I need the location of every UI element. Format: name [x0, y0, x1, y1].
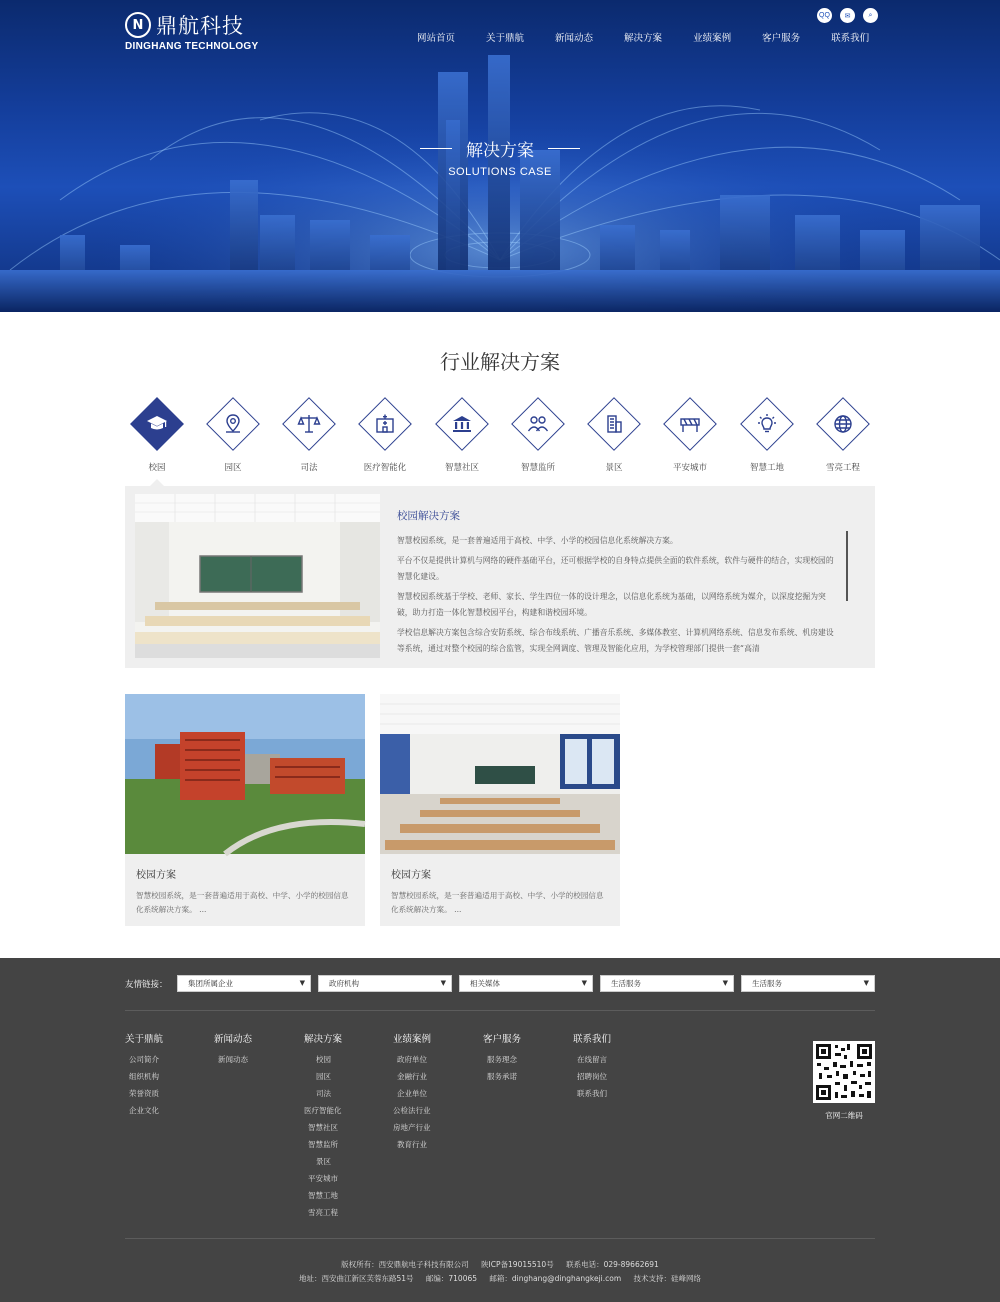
qr-code-image	[813, 1041, 875, 1103]
chevron-down-icon: ▼	[440, 979, 446, 987]
panel-paragraph: 学校信息解决方案包含综合安防系统、综合布线系统、广播音乐系统、多媒体教室、计算机网络系统、信息发布系统、机房建设等系统，通过对整个校园的综合监管，实现全网调度、管理及智能化应用，为学校管理部门提供一套“高清	[397, 628, 834, 653]
category-sharp-eyes[interactable]	[811, 400, 875, 473]
footer-link[interactable]: 公检法行业	[393, 1106, 431, 1115]
links-select-media[interactable]	[459, 975, 593, 992]
footer-link[interactable]: 荣誉资质	[129, 1089, 159, 1098]
barrier-icon	[678, 412, 702, 436]
footer-link[interactable]: 教育行业	[397, 1140, 427, 1149]
category-campus[interactable]	[125, 400, 189, 473]
solution-card[interactable]	[125, 694, 365, 926]
category-label: 司法	[300, 463, 318, 473]
section-title: 行业解决方案	[440, 350, 560, 374]
chevron-down-icon: ▼	[863, 979, 869, 987]
links-select-life-2[interactable]	[741, 975, 875, 992]
postcode: 邮编：710065	[425, 1274, 478, 1283]
panel-paragraph: 智慧校园系统，是一套普遍适用于高校、中学、小学的校园信息化系统解决方案。	[397, 536, 678, 545]
campus-building-image	[125, 694, 365, 854]
category-medical[interactable]	[353, 400, 417, 473]
classroom-desks-image	[380, 694, 620, 854]
phone-number: 联系电话：029-89662691	[566, 1260, 659, 1269]
footer-col-about	[125, 1031, 163, 1119]
hero-title-text: 解决方案	[466, 141, 534, 161]
footer-link[interactable]: 企业单位	[397, 1089, 427, 1098]
links-select-group[interactable]	[177, 975, 311, 992]
footer-link[interactable]: 组织机构	[129, 1072, 159, 1081]
links-select-government[interactable]	[318, 975, 452, 992]
category-justice[interactable]	[277, 400, 341, 473]
links-select-life-1[interactable]	[600, 975, 734, 992]
select-value: 生活服务	[752, 979, 782, 988]
address: 地址：西安曲江新区芙蓉东路51号	[298, 1274, 414, 1283]
friend-links-row	[125, 975, 875, 992]
footer-link[interactable]: 服务承诺	[487, 1072, 517, 1081]
panel-text	[397, 508, 837, 653]
category-label: 校园	[148, 463, 166, 473]
footer-link[interactable]: 政府单位	[397, 1055, 427, 1064]
footer-col-solutions	[304, 1031, 342, 1221]
main-nav	[417, 30, 869, 44]
nav-service[interactable]: 客户服务	[762, 33, 801, 44]
chevron-down-icon: ▼	[722, 979, 728, 987]
company-name: 版权所有：西安鼎航电子科技有限公司	[341, 1260, 469, 1269]
nav-about[interactable]: 关于鼎航	[486, 33, 525, 44]
qq-icon[interactable]: QQ	[817, 8, 832, 23]
category-label: 智慧监所	[520, 463, 555, 473]
footer-link[interactable]: 司法	[316, 1089, 331, 1098]
footer-col-news	[214, 1031, 252, 1068]
footer-link[interactable]: 新闻动态	[218, 1055, 248, 1064]
icp-number[interactable]: 陕ICP备19015510号	[481, 1260, 554, 1269]
footer-col-title[interactable]: 新闻动态	[214, 1034, 253, 1045]
footer-link[interactable]: 雪亮工程	[308, 1208, 338, 1217]
card-description: 智慧校园系统，是一套普遍适用于高校、中学、小学的校园信息化系统解决方案。 ...	[391, 891, 604, 914]
nav-home[interactable]: 网站首页	[417, 33, 456, 44]
classroom-image	[135, 494, 380, 658]
card-description: 智慧校园系统，是一套普遍适用于高校、中学、小学的校园信息化系统解决方案。 ...	[136, 891, 349, 914]
footer-divider	[125, 1238, 875, 1239]
email[interactable]: 邮箱：dinghang@dinghangkeji.com	[489, 1274, 622, 1283]
category-community[interactable]	[430, 400, 494, 473]
footer-link[interactable]: 联系我们	[577, 1089, 607, 1098]
title-line-left	[420, 148, 452, 149]
footer-divider	[125, 1010, 875, 1011]
panel-heading[interactable]: 校园解决方案	[397, 510, 460, 522]
footer-link[interactable]: 平安城市	[308, 1174, 338, 1183]
category-label: 医疗智能化	[363, 463, 407, 473]
footer-link[interactable]: 房地产行业	[393, 1123, 431, 1132]
category-construction[interactable]	[735, 400, 799, 473]
footer-col-title[interactable]: 客户服务	[483, 1034, 522, 1045]
bulb-icon	[755, 412, 779, 436]
top-icons	[817, 8, 878, 23]
category-label: 智慧工地	[749, 463, 784, 473]
hospital-icon	[373, 412, 397, 436]
select-value: 集团所属企业	[188, 979, 233, 988]
title-line-right	[548, 148, 580, 149]
category-scenic[interactable]	[582, 400, 646, 473]
logo[interactable]	[125, 10, 244, 40]
category-tabs	[125, 400, 875, 480]
qr-code-label: 官网二维码	[825, 1111, 863, 1120]
card-title[interactable]: 校园方案	[136, 870, 176, 881]
search-icon[interactable]: ⌕	[863, 8, 878, 23]
tower-icon	[602, 412, 626, 436]
footer-link[interactable]: 园区	[316, 1072, 331, 1081]
nav-news[interactable]: 新闻动态	[555, 33, 594, 44]
footer-link[interactable]: 智慧社区	[308, 1123, 338, 1132]
solution-detail-panel	[125, 486, 875, 668]
card-title[interactable]: 校园方案	[391, 870, 431, 881]
map-pin-icon	[221, 412, 245, 436]
panel-scrollbar[interactable]	[846, 531, 848, 601]
footer-link[interactable]: 景区	[316, 1157, 331, 1166]
hero-title	[420, 136, 580, 161]
footer-link[interactable]: 服务理念	[487, 1055, 517, 1064]
select-value: 生活服务	[611, 979, 641, 988]
footer-link[interactable]: 招聘岗位	[577, 1072, 607, 1081]
nav-contact[interactable]: 联系我们	[831, 33, 870, 44]
copyright-line-2	[0, 1273, 1000, 1284]
hero-banner	[0, 0, 1000, 312]
footer-col-service	[483, 1031, 521, 1085]
solution-card[interactable]	[380, 694, 620, 926]
panel-paragraph: 平台不仅是提供计算机与网络的硬件基础平台，还可根据学校的自身特点提供全面的软件系统，软件与硬件的结合，实现校园的智慧化建设。	[397, 556, 834, 581]
friend-links-label: 友情链接：	[125, 979, 168, 990]
footer-link[interactable]: 公司简介	[129, 1055, 159, 1064]
category-label: 雪亮工程	[825, 463, 860, 473]
footer-col-cases	[393, 1031, 431, 1153]
footer-col-title[interactable]: 解决方案	[304, 1034, 343, 1045]
footer-link[interactable]: 智慧工地	[308, 1191, 338, 1200]
category-label: 景区	[605, 463, 623, 473]
category-safe-city[interactable]	[658, 400, 722, 473]
category-label: 智慧社区	[444, 463, 479, 473]
graduation-cap-icon	[145, 412, 169, 436]
category-park[interactable]	[201, 400, 265, 473]
scales-icon	[297, 412, 321, 436]
copyright-line-1	[0, 1259, 1000, 1270]
footer-col-title[interactable]: 联系我们	[573, 1034, 612, 1045]
footer-link[interactable]: 金融行业	[397, 1072, 427, 1081]
panel-paragraph: 智慧校园系统基于学校、老师、家长、学生四位一体的设计理念，以信息化系统为基础，以网络系统为媒介，以深度挖掘为突破，助力打造一体化智慧校园平台，构建和谐校园环境。	[397, 592, 826, 617]
category-label: 园区	[224, 463, 242, 473]
footer	[0, 958, 1000, 1302]
footer-link[interactable]: 企业文化	[129, 1106, 159, 1115]
category-label: 平安城市	[672, 463, 707, 473]
hero-subtitle: SOLUTIONS CASE	[448, 166, 552, 178]
footer-col-contact	[573, 1031, 611, 1102]
select-value: 政府机构	[329, 979, 359, 988]
nav-cases[interactable]: 业绩案例	[693, 33, 732, 44]
footer-link[interactable]: 在线留言	[577, 1055, 607, 1064]
hero-title-block	[0, 134, 1000, 178]
category-prison[interactable]	[506, 400, 570, 473]
logo-subtext: DINGHANG TECHNOLOGY	[125, 41, 259, 52]
footer-col-title[interactable]: 关于鼎航	[125, 1034, 164, 1045]
people-icon	[526, 412, 550, 436]
footer-link[interactable]: 校园	[316, 1055, 331, 1064]
select-value: 相关媒体	[470, 979, 500, 988]
globe-icon	[831, 412, 855, 436]
footer-link[interactable]: 智慧监所	[308, 1140, 338, 1149]
panel-pointer	[150, 479, 164, 486]
chevron-down-icon: ▼	[581, 979, 587, 987]
tech-support[interactable]: 技术支持：硅峰网络	[633, 1274, 702, 1283]
footer-col-title[interactable]: 业绩案例	[393, 1034, 432, 1045]
footer-link[interactable]: 医疗智能化	[304, 1106, 342, 1115]
building-icon	[450, 412, 474, 436]
chevron-down-icon: ▼	[299, 979, 305, 987]
logo-text: 鼎航科技	[156, 14, 244, 38]
nav-solutions[interactable]: 解决方案	[624, 33, 663, 44]
mail-icon[interactable]: ✉	[840, 8, 855, 23]
logo-mark-icon: N	[125, 12, 151, 38]
